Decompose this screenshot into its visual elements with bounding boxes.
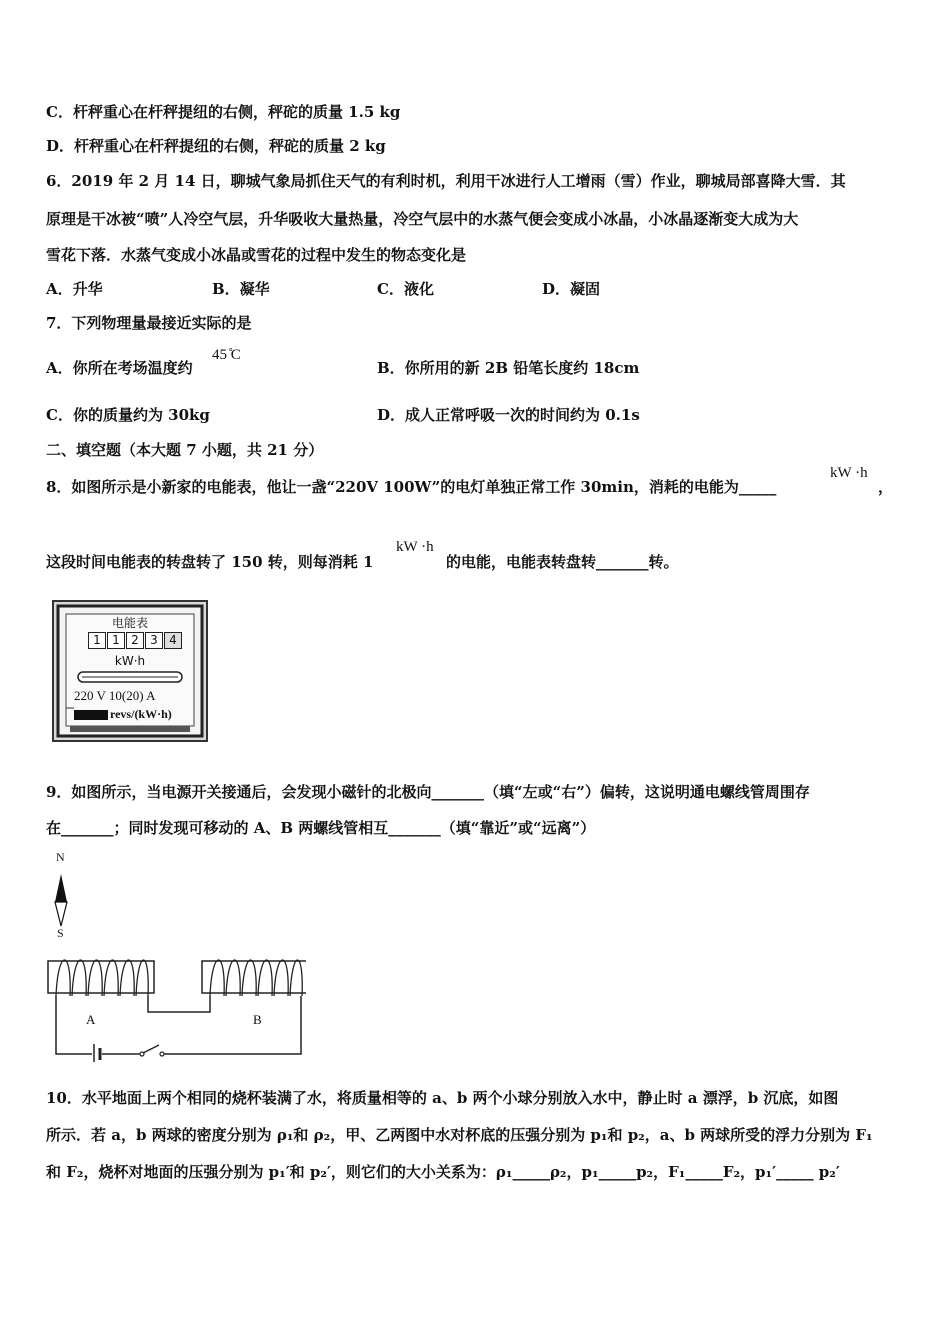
solenoid-circuit-figure [44, 850, 306, 1062]
q6-option-a: A．升华 [46, 280, 103, 298]
q6-stem-line1: 6．2019 年 2 月 14 日，聊城气象局抓住天气的有利时机，利用干冰进行人工增雨（雪）作业，聊城局部喜降大雪．其 [46, 172, 846, 190]
q6-option-c: C．液化 [377, 280, 434, 298]
solenoid-label-a: A [86, 1012, 96, 1027]
switch-contact [160, 1052, 164, 1056]
section-heading: 二、填空题（本大题 7 小题，共 21 分） [46, 441, 324, 459]
q6-option-b: B．凝华 [212, 280, 270, 298]
compass-label-n: N [56, 850, 65, 864]
q8-unit-1: kW ·h [830, 465, 868, 481]
q8-stem-line1: 8．如图所示是小新家的电能表，他让一盏“220V 100W”的电灯单独正常工作 30min，消耗的电能为_____ [46, 478, 777, 496]
q5-option-d: D．杆秤重心在杆秤提纽的右侧，秤砣的质量 2 kg [46, 137, 386, 155]
q8-stem-line2b: 的电能，电能表转盘转_______转。 [446, 553, 679, 571]
meter-digit: 2 [126, 632, 144, 649]
compass-north-half [55, 874, 67, 902]
q7-option-a-unit: 45 ̊C [212, 347, 241, 363]
q8-comma: ， [878, 478, 894, 496]
circuit-wire-right [164, 996, 301, 1054]
q7-option-c: C．你的质量约为 30kg [46, 406, 210, 424]
electricity-meter-figure [52, 600, 208, 742]
q6-option-d: D．凝固 [542, 280, 601, 298]
q10-stem-line1: 10．水平地面上两个相同的烧杯装满了水，将质量相等的 a、b 两个小球分别放入水中，静止时 a 漂浮，b 沉底，如图 [46, 1089, 839, 1107]
q9-stem-line1: 9．如图所示，当电源开关接通后，会发现小磁针的北极向_______（填“左或“右”）偏转，这说明通电螺线管周围存 [46, 783, 810, 801]
meter-digit: 1 [88, 632, 106, 649]
q10-stem-line3: 和 F₂，烧杯对地面的压强分别为 p₁′和 p₂′，则它们的大小关系为：ρ₁_____ρ₂，p₁_____p₂，F₁_____F₂，p₁′_____ p₂′ [46, 1163, 840, 1181]
q6-stem-line3: 雪花下落．水蒸气变成小冰晶或雪花的过程中发生的物态变化是 [46, 246, 467, 264]
q8-unit-2: kW ·h [396, 539, 434, 555]
meter-rating: 220 V 10(20) A [74, 688, 156, 703]
q7-option-b: B．你所用的新 2B 铅笔长度约 18cm [377, 359, 640, 377]
q8-stem-line2a: 这段时间电能表的转盘转了 150 转，则每消耗 1 [46, 553, 374, 571]
q7-option-d: D．成人正常呼吸一次的时间约为 0.1s [377, 406, 640, 424]
meter-digit-row [88, 632, 182, 649]
q5-option-c: C．杆秤重心在杆秤提纽的右侧，秤砣的质量 1.5 kg [46, 103, 401, 121]
meter-digit: 1 [107, 632, 125, 649]
connecting-wire [148, 996, 210, 1012]
q10-stem-line2: 所示．若 a，b 两球的密度分别为 ρ₁和 ρ₂，甲、乙两图中水对杯底的压强分别为 p₁和 p₂，a、b 两球所受的浮力分别为 F₁ [46, 1126, 873, 1144]
meter-digit: 4 [164, 632, 182, 649]
q6-stem-line2: 原理是干冰被“喷”人冷空气层，升华吸收大量热量，冷空气层中的水蒸气便会变成小冰晶，小冰晶逐渐变大成为大 [46, 210, 799, 228]
q7-option-a: A．你所在考场温度约 [46, 359, 193, 377]
q7-stem: 7．下列物理量最接近实际的是 [46, 314, 252, 332]
compass-south-half [55, 902, 67, 926]
meter-title: 电能表 [111, 616, 148, 630]
solenoid-label-b: B [253, 1012, 262, 1027]
meter-unit: kW·h [114, 654, 146, 668]
meter-revs: revs/(kW·h) [110, 707, 172, 721]
switch-lever [143, 1045, 159, 1053]
q9-stem-line2: 在_______；同时发现可移动的 A、B 两螺线管相互_______（填“靠近”或“远离”） [46, 819, 596, 837]
meter-digit: 3 [145, 632, 163, 649]
compass-label-s: S [57, 926, 64, 940]
